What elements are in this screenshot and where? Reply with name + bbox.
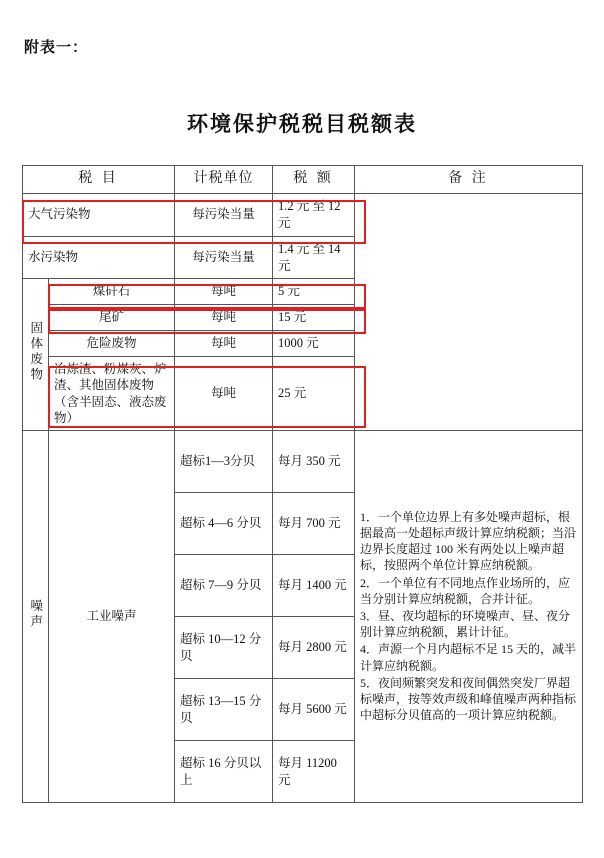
cell-item: 冶炼渣、粉煤灰、炉渣、其他固体废物（含半固态、液态废物）	[49, 357, 175, 431]
cell-unit: 每吨	[175, 279, 273, 305]
cell-note-rules	[355, 431, 583, 803]
cell-unit: 每污染当量	[175, 236, 273, 279]
cell-amount: 每月 2800 元	[273, 617, 355, 679]
header-unit: 计税单位	[175, 166, 273, 194]
cell-amount: 25 元	[273, 357, 355, 431]
cell-category-noise	[23, 431, 49, 803]
cell-unit: 超标 10—12 分贝	[175, 617, 273, 679]
tax-rate-table	[22, 165, 583, 803]
cell-unit: 每吨	[175, 305, 273, 331]
table-row	[23, 193, 583, 236]
header-item: 税 目	[23, 166, 175, 194]
category-label: 固体废物	[28, 321, 43, 384]
note-line-1: 1．一个单位边界上有多处噪声超标，根据最高一处超标声级计算应纳税额；当沿边界长度超过 100 米有两处以上噪声超标，按照两个单位计算应纳税额。	[360, 509, 577, 573]
cell-amount: 每月 1400 元	[273, 555, 355, 617]
cell-amount: 1000 元	[273, 331, 355, 357]
page-title: 环境保护税税目税额表	[187, 112, 417, 136]
cell-item: 大气污染物	[23, 193, 175, 236]
cell-item: 水污染物	[23, 236, 175, 279]
cell-amount: 每月 350 元	[273, 431, 355, 493]
cell-unit: 超标1—3分贝	[175, 431, 273, 493]
cell-item: 煤矸石	[49, 279, 175, 305]
cell-note-empty	[355, 193, 583, 430]
cell-amount: 1.4 元 至 14 元	[273, 236, 355, 279]
cell-unit: 每吨	[175, 331, 273, 357]
cell-amount: 5 元	[273, 279, 355, 305]
note-line-3: 3．昼、夜均超标的环境噪声、昼、夜分别计算应纳税额，累计计征。	[360, 609, 571, 640]
cell-unit: 每污染当量	[175, 193, 273, 236]
cell-amount: 每月 5600 元	[273, 679, 355, 741]
attachment-label: 附表一：	[24, 40, 89, 56]
cell-amount: 1.2 元 至 12 元	[273, 193, 355, 236]
cell-item: 尾矿	[49, 305, 175, 331]
cell-amount: 15 元	[273, 305, 355, 331]
note-line-2: 2．一个单位有不同地点作业场所的，应当分别计算应纳税额，合并计征。	[360, 575, 571, 606]
note-line-4: 4．声源一个月内超标不足 15 天的，减半计算应纳税额。	[360, 642, 577, 673]
note-line-5: 5．夜间频繁突发和夜间偶然突发厂界超标噪声，按等效声级和峰值噪声两种指标中超标分贝值高的一项计算应纳税额。	[360, 675, 577, 723]
cell-category-solid-waste	[23, 279, 49, 431]
header-note: 备 注	[355, 166, 583, 194]
table-header-row	[23, 166, 583, 194]
cell-unit: 超标 13—15 分贝	[175, 679, 273, 741]
cell-unit: 超标 16 分贝以上	[175, 741, 273, 803]
cell-unit: 超标 7—9 分贝	[175, 555, 273, 617]
cell-unit: 超标 4—6 分贝	[175, 493, 273, 555]
cell-item-industrial-noise: 工业噪声	[49, 431, 175, 803]
table-row	[23, 431, 583, 493]
cell-unit: 每吨	[175, 357, 273, 431]
cell-item: 危险废物	[49, 331, 175, 357]
header-amount: 税 额	[273, 166, 355, 194]
cell-amount: 每月 700 元	[273, 493, 355, 555]
cell-amount: 每月 11200 元	[273, 741, 355, 803]
category-label: 噪声	[28, 598, 43, 630]
